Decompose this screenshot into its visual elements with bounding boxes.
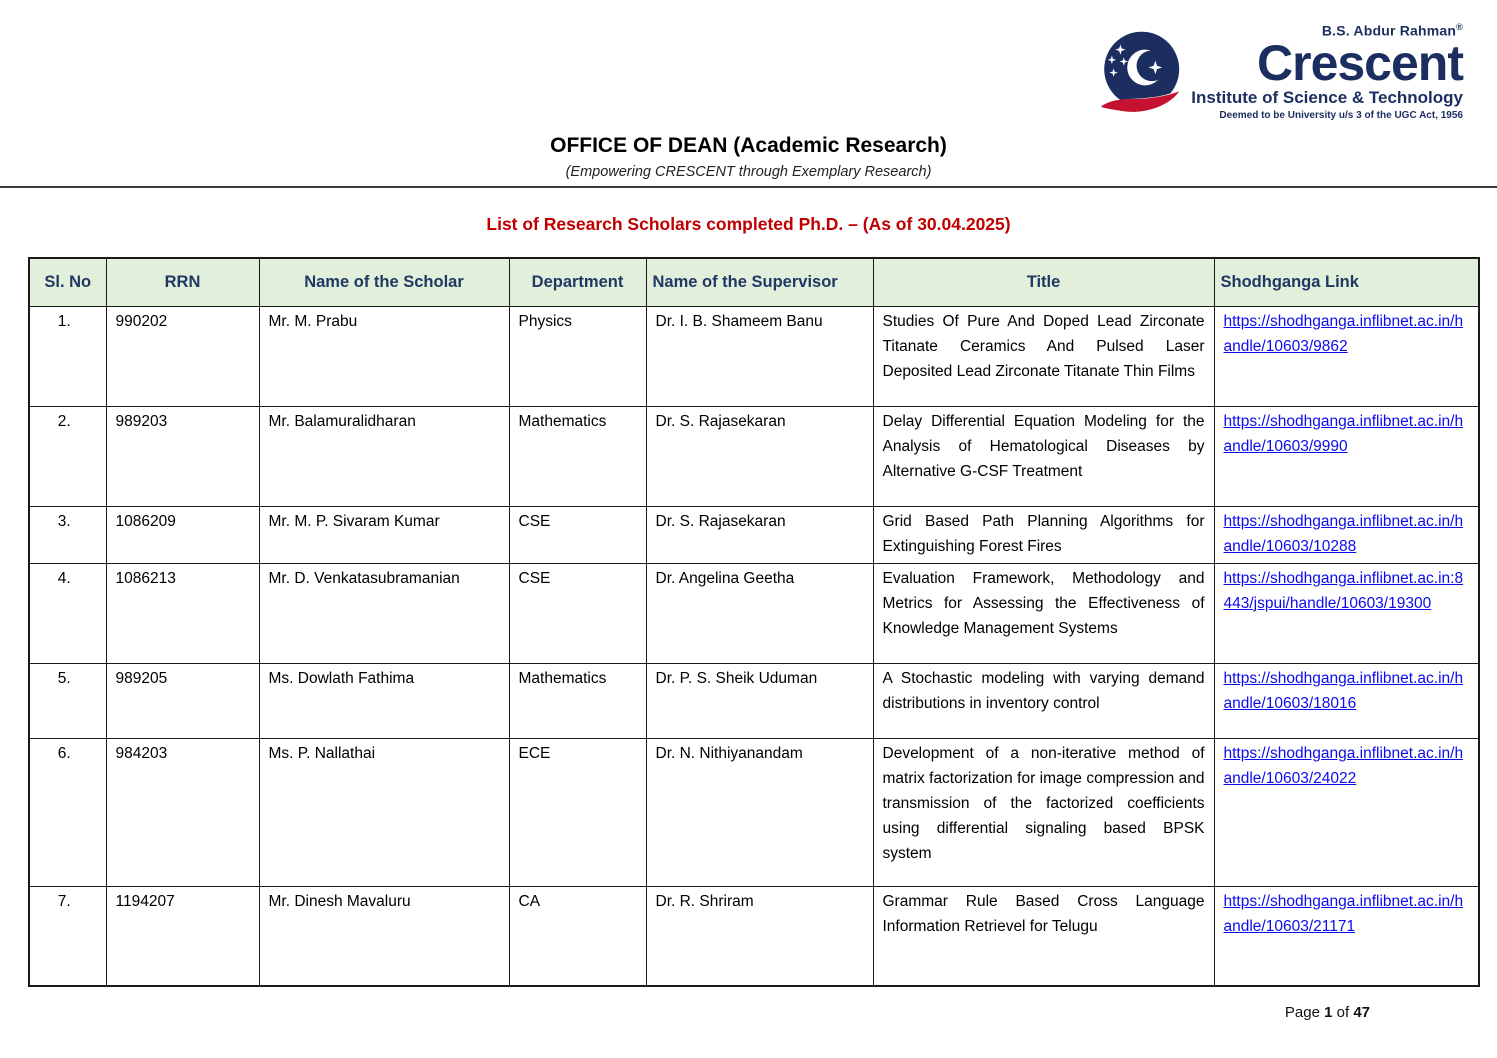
supervisor-cell: Dr. N. Nithiyanandam: [646, 738, 873, 886]
supervisor-cell: Dr. R. Shriram: [646, 886, 873, 986]
thesis-title-cell: Delay Differential Equation Modeling for the Analysis of Hematological Diseases by Alternative G-CSF Treatment: [873, 406, 1214, 506]
col-header-sl-no: Sl. No: [29, 258, 106, 306]
scholar-cell: Ms. Dowlath Fathima: [259, 663, 509, 738]
col-header-supervisor: Name of the Supervisor: [646, 258, 873, 306]
col-header-department: Department: [509, 258, 646, 306]
list-title: List of Research Scholars completed Ph.D. – (As of 30.04.2025): [486, 214, 1011, 234]
of-label: of: [1336, 1004, 1350, 1021]
scholar-cell: Mr. Dinesh Mavaluru: [259, 886, 509, 986]
crescent-moon-stars-emblem-icon: [1097, 30, 1183, 122]
shodhganga-link[interactable]: https://shodhganga.inflibnet.ac.in/handle/10603/9862: [1223, 312, 1464, 355]
table-row: [29, 563, 1479, 663]
sl-no-cell: 4.: [29, 563, 106, 663]
shodhganga-link-cell: [1214, 306, 1479, 406]
supervisor-cell: Dr. Angelina Geetha: [646, 563, 873, 663]
logo-brand-name: Crescent: [1257, 34, 1463, 91]
institute-logo: [1097, 22, 1463, 122]
thesis-title-cell: A Stochastic modeling with varying demand distributions in inventory control: [873, 663, 1214, 738]
table-row: [29, 663, 1479, 738]
department-cell: CA: [509, 886, 646, 986]
shodhganga-link-cell: [1214, 886, 1479, 986]
rrn-cell: 989205: [106, 663, 259, 738]
office-subtitle: (Empowering CRESCENT through Exemplary Research): [565, 164, 932, 180]
table-row: [29, 738, 1479, 886]
thesis-title-cell: Evaluation Framework, Methodology and Metrics for Assessing the Effectiveness of Knowledge Management Systems: [873, 563, 1214, 663]
thesis-title-cell: Development of a non-iterative method of matrix factorization for image compression and transmission of the factorized coefficients using differential signaling based BPSK system: [873, 738, 1214, 886]
shodhganga-link-cell: [1214, 406, 1479, 506]
scholar-cell: Mr. D. Venkatasubramanian: [259, 563, 509, 663]
sl-no-cell: 7.: [29, 886, 106, 986]
col-header-scholar: Name of the Scholar: [259, 258, 509, 306]
scholar-cell: Mr. M. Prabu: [259, 306, 509, 406]
logo-institute-line: Institute of Science & Technology: [1191, 87, 1463, 107]
sl-no-cell: 6.: [29, 738, 106, 886]
shodhganga-link-cell: [1214, 663, 1479, 738]
page-number-indicator: [1285, 1004, 1370, 1021]
shodhganga-link-cell: [1214, 563, 1479, 663]
rrn-cell: 984203: [106, 738, 259, 886]
scholar-cell: Mr. Balamuralidharan: [259, 406, 509, 506]
table-row: [29, 406, 1479, 506]
col-header-title: Title: [873, 258, 1214, 306]
scholar-cell: Mr. M. P. Sivaram Kumar: [259, 506, 509, 563]
supervisor-cell: Dr. S. Rajasekaran: [646, 506, 873, 563]
department-cell: Physics: [509, 306, 646, 406]
department-cell: Mathematics: [509, 663, 646, 738]
department-cell: CSE: [509, 563, 646, 663]
table-row: [29, 506, 1479, 563]
sl-no-cell: 1.: [29, 306, 106, 406]
sl-no-cell: 5.: [29, 663, 106, 738]
sl-no-cell: 3.: [29, 506, 106, 563]
shodhganga-link[interactable]: https://shodhganga.inflibnet.ac.in/handle/10603/18016: [1223, 669, 1464, 712]
document-header: [0, 134, 1497, 180]
office-title: OFFICE OF DEAN (Academic Research): [550, 134, 947, 157]
rrn-cell: 1086209: [106, 506, 259, 563]
table-row: [29, 886, 1479, 986]
scholars-table: [28, 257, 1480, 987]
shodhganga-link[interactable]: https://shodhganga.inflibnet.ac.in/handle/10603/10288: [1223, 512, 1464, 555]
thesis-title-cell: Grid Based Path Planning Algorithms for Extinguishing Forest Fires: [873, 506, 1214, 563]
shodhganga-link[interactable]: https://shodhganga.inflibnet.ac.in:8443/jspui/handle/10603/19300: [1223, 569, 1464, 612]
sl-no-cell: 2.: [29, 406, 106, 506]
current-page-number: 1: [1324, 1004, 1333, 1021]
total-pages-number: 47: [1353, 1004, 1370, 1021]
department-cell: Mathematics: [509, 406, 646, 506]
scholar-cell: Ms. P. Nallathai: [259, 738, 509, 886]
department-cell: CSE: [509, 506, 646, 563]
logo-owner-name: B.S. Abdur Rahman®: [1321, 22, 1463, 39]
page-label: Page: [1284, 1004, 1320, 1021]
thesis-title-cell: Grammar Rule Based Cross Language Information Retrievel for Telugu: [873, 886, 1214, 986]
shodhganga-link-cell: [1214, 506, 1479, 563]
rrn-cell: 990202: [106, 306, 259, 406]
shodhganga-link[interactable]: https://shodhganga.inflibnet.ac.in/handle/10603/9990: [1223, 412, 1464, 455]
col-header-rrn: RRN: [106, 258, 259, 306]
rrn-cell: 989203: [106, 406, 259, 506]
rrn-cell: 1086213: [106, 563, 259, 663]
supervisor-cell: Dr. I. B. Shameem Banu: [646, 306, 873, 406]
logo-deemed-university-line: Deemed to be University u/s 3 of the UGC Act, 1956: [1219, 109, 1463, 121]
supervisor-cell: Dr. S. Rajasekaran: [646, 406, 873, 506]
thesis-title-cell: Studies Of Pure And Doped Lead Zirconate Titanate Ceramics And Pulsed Laser Deposited Lead Zirconate Titanate Thin Films: [873, 306, 1214, 406]
supervisor-cell: Dr. P. S. Sheik Uduman: [646, 663, 873, 738]
registered-trademark-icon: ®: [1456, 22, 1463, 32]
shodhganga-link[interactable]: https://shodhganga.inflibnet.ac.in/handle/10603/24022: [1223, 744, 1464, 787]
header-divider: [0, 186, 1497, 188]
col-header-shodhganga-link: Shodhganga Link: [1214, 258, 1479, 306]
table-row: [29, 306, 1479, 406]
shodhganga-link[interactable]: https://shodhganga.inflibnet.ac.in/handle/10603/21171: [1223, 892, 1464, 935]
table-header-row: [29, 258, 1479, 306]
department-cell: ECE: [509, 738, 646, 886]
rrn-cell: 1194207: [106, 886, 259, 986]
shodhganga-link-cell: [1214, 738, 1479, 886]
scholars-table-container: [28, 257, 1478, 987]
